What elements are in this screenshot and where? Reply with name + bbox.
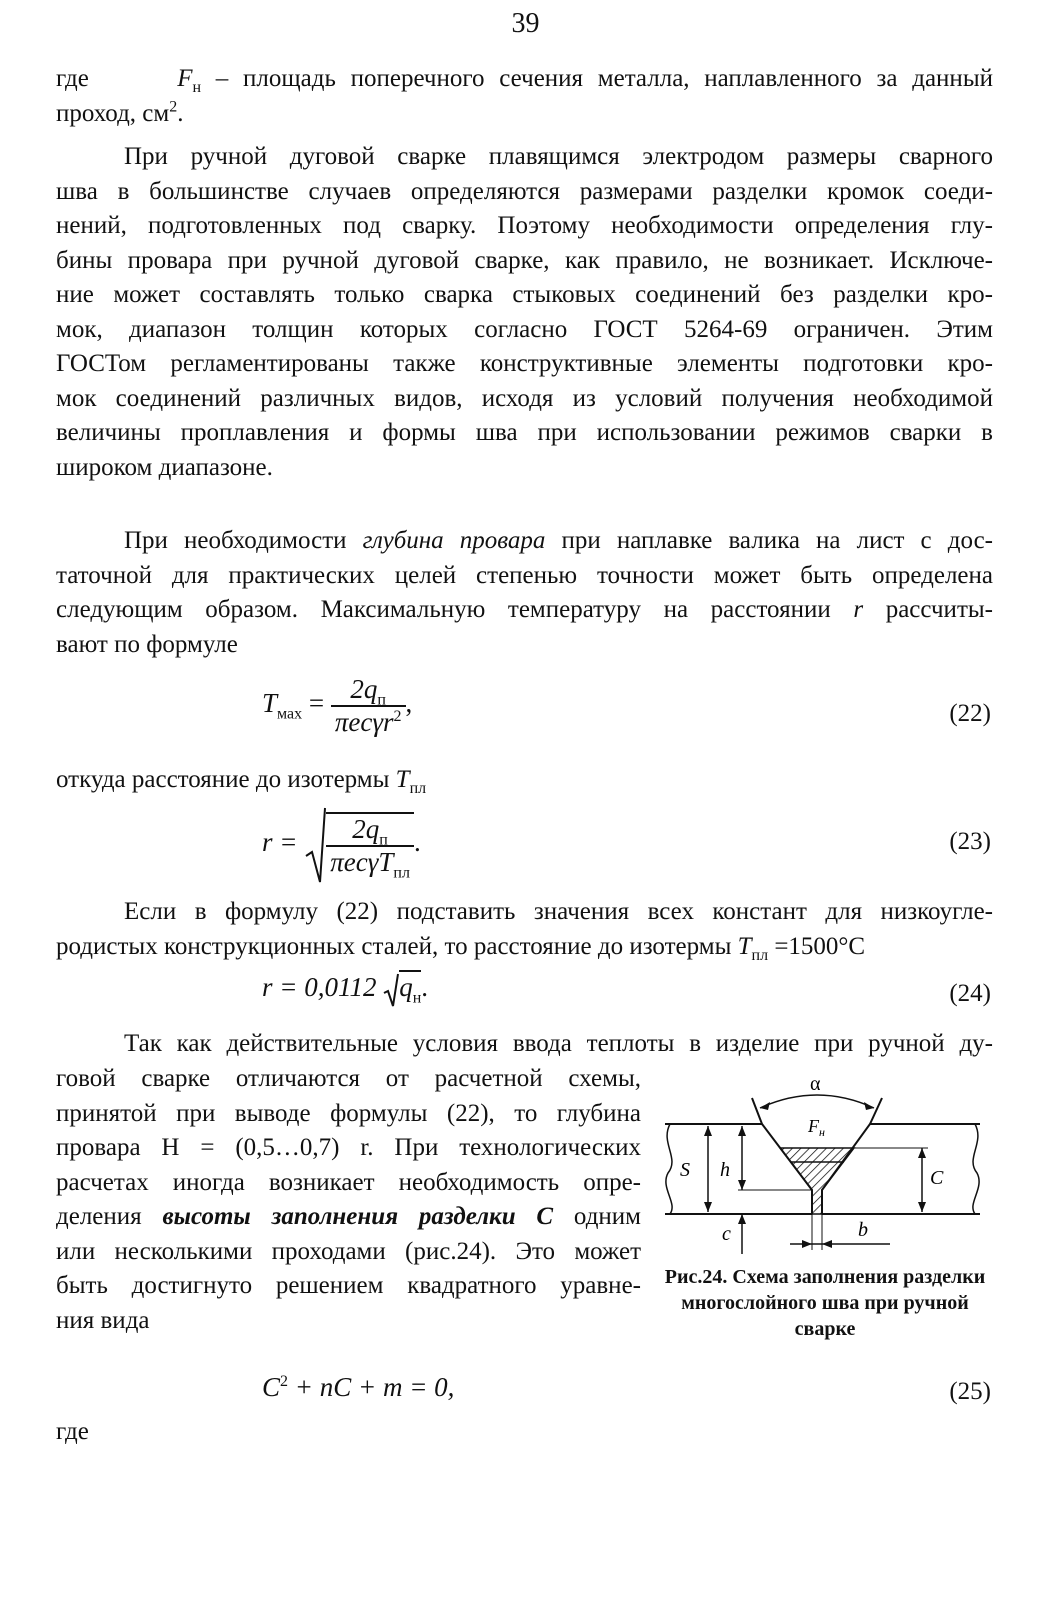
p1-line: величины проплавления и формы шва при использовании режимов сварки в [56, 419, 993, 446]
p2-line1-b: при наплавке валика на лист с дос- [545, 527, 993, 554]
p2-line3-b: рассчиты- [863, 596, 993, 623]
radical-sign [304, 806, 326, 884]
p1-line: шва в большинстве случаев определяются размерами разделки кромок соеди- [56, 177, 993, 205]
between-var: T [395, 766, 410, 793]
eq22-num-sub: п [377, 691, 386, 709]
p1-line: широком диапазоне. [56, 453, 273, 481]
equation-23 [262, 806, 421, 884]
p4-side-line: деления высоты заполнения разделки C одним [56, 1203, 641, 1230]
p4-side-line: провара H = (0,5…0,7) r. При технологических [56, 1134, 641, 1161]
paragraph-1 [56, 140, 993, 485]
eq24-radicand: $q_н$ [399, 972, 422, 1007]
p2-line4: вают по формуле [56, 630, 238, 658]
eq24-tail: . [421, 972, 429, 1002]
weld-fill-root [780, 1148, 854, 1214]
eq24-lhs: r = 0,0112 [262, 972, 377, 1002]
p2-line2: таточной для практических целей степенью точности может быть определена [56, 561, 993, 589]
eq22-lhs-sub: мах [277, 705, 303, 723]
p2-line3-var: r [853, 596, 864, 623]
between-text: откуда расстояние до изотермы [56, 766, 396, 793]
equation-22: $T_{мах}$ = $\frac{2q_п}{\pi ec\gamma r^2}$ , [262, 674, 413, 737]
paragraph-3 [56, 895, 993, 964]
intro-line2: проход, см [56, 99, 170, 127]
eq25-b: + nC + m = 0, [288, 1372, 455, 1402]
p2-line1-a: При необходимости [124, 527, 363, 554]
eq23-tail: . [413, 827, 421, 858]
p1-line: мок, диапазон толщин которых согласно ГОСТ 5264-69 ограничен. Этим [56, 315, 993, 343]
label-h: h [720, 1159, 730, 1181]
p3-line1: Если в формулу (22) подставить значения всех констант для низкоугле- [124, 898, 993, 925]
p4-italic-term: высоты заполнения разделки C [162, 1203, 554, 1230]
label-c-big: C [930, 1167, 944, 1189]
p4-side-line: ния вида [56, 1306, 150, 1334]
eq22-fraction [331, 674, 406, 738]
paragraph-4-line1 [56, 1027, 993, 1062]
label-c-small: c [722, 1223, 731, 1245]
p3-line2-b: =1500°C [768, 932, 866, 960]
alpha-arc [760, 1095, 874, 1108]
eq22-lhs: T [262, 688, 278, 719]
intro-where: где [56, 65, 89, 92]
figure-caption: Рис.24. Схема заполнения разделки многослойного шва при ручной сварке [664, 1266, 986, 1340]
intro-definition [56, 62, 993, 131]
arrowhead [760, 1102, 770, 1110]
arrowhead [864, 1102, 874, 1110]
eq22-num: 2q [350, 674, 378, 704]
eq25-label: (25) [949, 1378, 991, 1405]
p4-side-line: расчетах иногда возникает необходимость опре- [56, 1168, 641, 1196]
p1-line: бины провара при ручной дуговой сварке, как правило, не возникает. Исключе- [56, 246, 993, 274]
eq25-a: C [262, 1372, 281, 1402]
break-line-right [973, 1124, 979, 1214]
arrowhead [704, 1202, 712, 1212]
p3-line2-sub: пл [751, 946, 769, 964]
weld-groove-diagram [660, 1068, 990, 1258]
eq23-lhs: r = [262, 827, 298, 858]
p1-line: При ручной дуговой сварке плавящимся электродом размеры сварного [124, 143, 993, 170]
eq22-tail: , [405, 688, 413, 719]
p1-line: ГОСТом регламентированы также конструктивные элементы подготовки кро- [56, 350, 993, 377]
isotherm-sentence [56, 763, 426, 798]
arrowhead [738, 1180, 746, 1190]
arrowhead [738, 1126, 746, 1136]
p4-side-line: быть достигнуто решением квадратного уравне- [56, 1272, 641, 1299]
equation-25 [262, 1372, 454, 1403]
p4-side-line: принятой при выводе формулы (22), то глубина [56, 1099, 641, 1127]
p2-italic-term: глубина провара [362, 527, 546, 554]
arrowhead [738, 1214, 746, 1224]
paragraph-4-column [56, 1062, 641, 1338]
p1-line: нений, подготовленных под сварку. Поэтому необходимости определения глу- [56, 212, 993, 239]
eq23-num: 2q [352, 814, 380, 844]
p1-line: ние может составлять только сварка стыковых соединений без разделки кро- [56, 281, 993, 308]
eq22-label: (22) [949, 700, 991, 727]
eq23-fraction [326, 812, 414, 882]
equation-24 [262, 972, 428, 1007]
p3-line2-var: T [737, 932, 752, 960]
label-fn: $F_н$ [808, 1116, 825, 1139]
eq22-den-sup: 2 [393, 708, 402, 725]
eq23-den: πecγT [330, 847, 394, 877]
intro-symbol: F [177, 65, 193, 92]
intro-line1-rest: – площадь поперечного сечения металла, наплавленного за данный [201, 65, 993, 92]
label-s: S [680, 1159, 690, 1181]
arrowhead [802, 1240, 812, 1248]
p4-line1: Так как действительные условия ввода теплоты в изделие при ручной ду- [124, 1030, 993, 1057]
break-line-left [666, 1124, 672, 1214]
eq23-label: (23) [949, 828, 991, 855]
p2-line3-a: следующим образом. Максимальную температуру на расстоянии [56, 596, 854, 623]
label-alpha: α [810, 1073, 821, 1095]
arrowhead [918, 1148, 926, 1158]
p1-line: мок соединений различных видов, исходя из условий получения необходимой [56, 384, 993, 412]
eq23-num-sub: п [379, 831, 388, 849]
paragraph-2 [56, 524, 993, 662]
arrowhead [918, 1202, 926, 1212]
label-b: b [858, 1219, 868, 1241]
p3-line2-a: родистых конструкционных сталей, то расстояние до изотермы [56, 932, 738, 960]
eq23-den-sub: пл [393, 864, 410, 882]
eq24-label: (24) [949, 980, 991, 1007]
intro-line2-sup: 2 [169, 98, 178, 116]
where-final: где [56, 1418, 89, 1445]
arrowhead [704, 1126, 712, 1136]
eq22-den: πecγr [334, 707, 394, 737]
intro-line2-end: . [177, 99, 184, 127]
page-number: 39 [511, 8, 540, 39]
radical-sign [383, 973, 399, 1007]
p4-side-line: говой сварке отличаются от расчетной схемы, [56, 1065, 641, 1092]
eq25-sup: 2 [280, 1373, 289, 1390]
intro-symbol-sub: н [192, 79, 202, 96]
arrowhead [822, 1240, 832, 1248]
between-var-sub: пл [409, 780, 427, 797]
p4-side-line: или несколькими проходами (рис.24). Это может [56, 1237, 641, 1265]
